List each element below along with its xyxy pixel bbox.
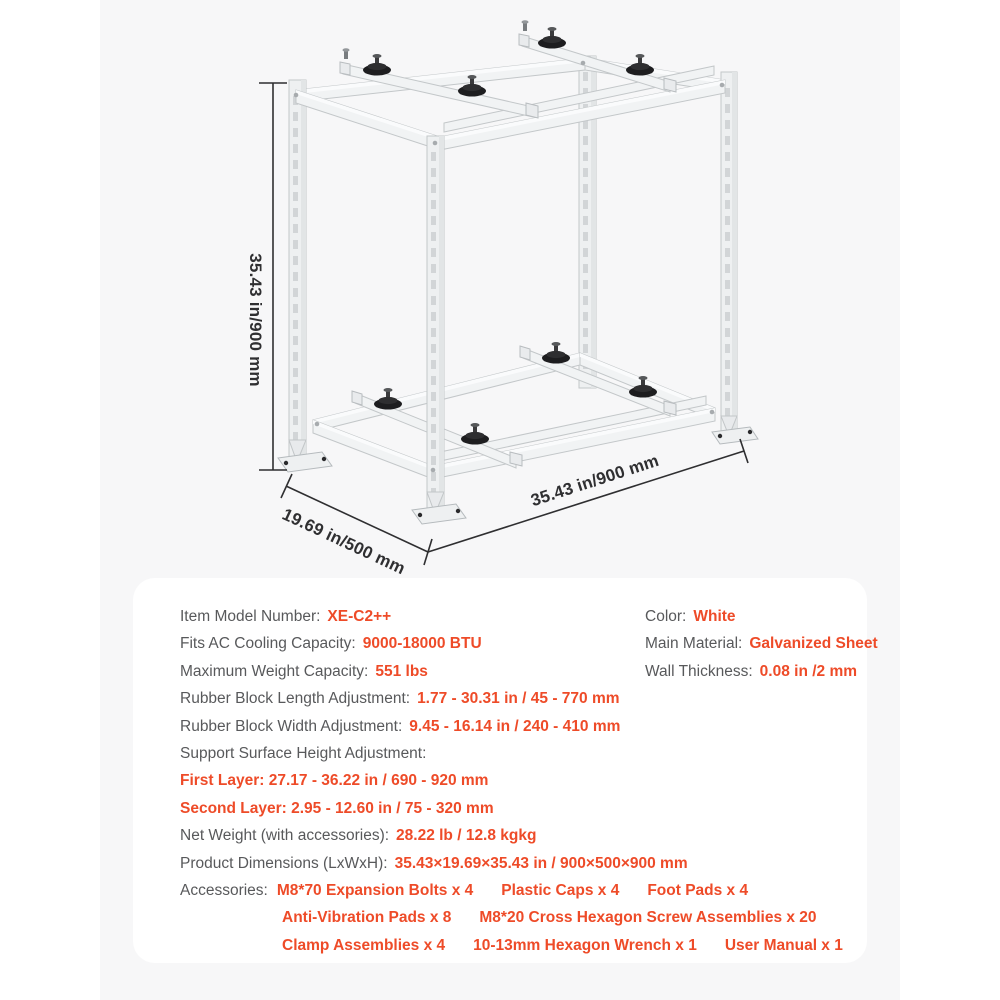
spec-value: First Layer: 27.17 - 36.22 in / 690 - 920 mm	[180, 772, 489, 790]
rubber-mount	[542, 342, 570, 364]
spec-label: Fits AC Cooling Capacity:	[180, 635, 356, 653]
spec-value: 35.43×19.69×35.43 in / 900×500×900 mm	[394, 854, 688, 872]
spec-right-col	[645, 630, 878, 657]
spec-row-second-layer	[180, 795, 867, 822]
spec-label: Support Surface Height Adjustment:	[180, 744, 427, 762]
accessory-item: 10-13mm Hexagon Wrench x 1	[473, 936, 697, 954]
rubber-mount	[363, 54, 391, 76]
rubber-mount	[538, 27, 566, 49]
post-left	[289, 80, 306, 462]
spec-label: Main Material:	[645, 635, 743, 653]
spec-row-accessories-3	[180, 932, 867, 959]
spec-label: Rubber Block Length Adjustment:	[180, 690, 411, 708]
spec-row-capacity	[180, 630, 878, 657]
foot-pad-front	[412, 492, 466, 524]
accessory-item: Anti-Vibration Pads x 8	[282, 909, 452, 927]
accessory-item: User Manual x 1	[724, 936, 843, 954]
spec-label: Color:	[645, 608, 687, 625]
spec-row-net-weight	[180, 822, 867, 849]
spec-value: 9000-18000 BTU	[362, 635, 482, 653]
depth-dimension-label: 19.69 in/500 mm	[279, 504, 409, 579]
accessory-item: M8*70 Expansion Bolts x 4	[276, 881, 474, 899]
dimension-annotations	[246, 83, 748, 578]
spec-value: 0.08 in /2 mm	[759, 662, 858, 680]
post-back	[579, 56, 596, 388]
top-cross-rail-right	[519, 20, 676, 92]
spec-label: Net Weight (with accessories):	[180, 827, 390, 845]
spec-row-length-adjustment	[180, 685, 867, 712]
spec-label: Product Dimensions (LxWxH):	[180, 854, 388, 872]
spec-value: Galvanized Sheet	[749, 635, 878, 653]
spec-value: 551 lbs	[375, 662, 428, 680]
spec-value: XE-C2++	[327, 608, 392, 625]
width-dimension-label: 35.43 in/900 mm	[528, 450, 662, 511]
accessory-item: M8*20 Cross Hexagon Screw Assemblies x 20	[479, 909, 817, 927]
spec-value: White	[693, 608, 736, 625]
spec-row-weight-capacity	[180, 658, 867, 685]
spec-row-accessories-2	[180, 904, 867, 931]
spec-right-col	[645, 658, 857, 685]
spec-row-dimensions	[180, 850, 867, 877]
product-image-background	[100, 0, 900, 1000]
spec-label: Wall Thickness:	[645, 662, 753, 680]
accessory-item: Foot Pads x 4	[647, 881, 749, 899]
spec-label: Item Model Number:	[180, 608, 321, 625]
spec-value: Second Layer: 2.95 - 12.60 in / 75 - 320 mm	[180, 799, 494, 817]
height-dimension-label: 35.43 in/900 mm	[246, 253, 265, 387]
spec-label: Accessories:	[180, 881, 268, 899]
rubber-mount	[461, 423, 489, 445]
spec-row-model	[180, 603, 867, 630]
spec-label: Maximum Weight Capacity:	[180, 662, 369, 680]
foot-pad-right	[712, 416, 758, 444]
post-front	[427, 136, 444, 514]
spec-value: 1.77 - 30.31 in / 45 - 770 mm	[417, 690, 620, 708]
spec-row-accessories	[180, 877, 867, 904]
accessory-item: Clamp Assemblies x 4	[282, 936, 446, 954]
spec-right-col	[645, 603, 736, 630]
accessory-item: Plastic Caps x 4	[501, 881, 620, 899]
spec-row-first-layer	[180, 767, 867, 794]
spec-row-height-adjustment	[180, 740, 867, 767]
spec-value: 9.45 - 16.14 in / 240 - 410 mm	[409, 717, 621, 735]
post-right	[721, 72, 737, 437]
spec-row-width-adjustment	[180, 713, 867, 740]
bracket-line-drawing	[100, 0, 900, 580]
accessories-items	[277, 882, 776, 899]
spec-panel	[133, 578, 878, 963]
spec-label: Rubber Block Width Adjustment:	[180, 717, 403, 735]
spec-value: 28.22 lb / 12.8 kgkg	[396, 827, 537, 845]
